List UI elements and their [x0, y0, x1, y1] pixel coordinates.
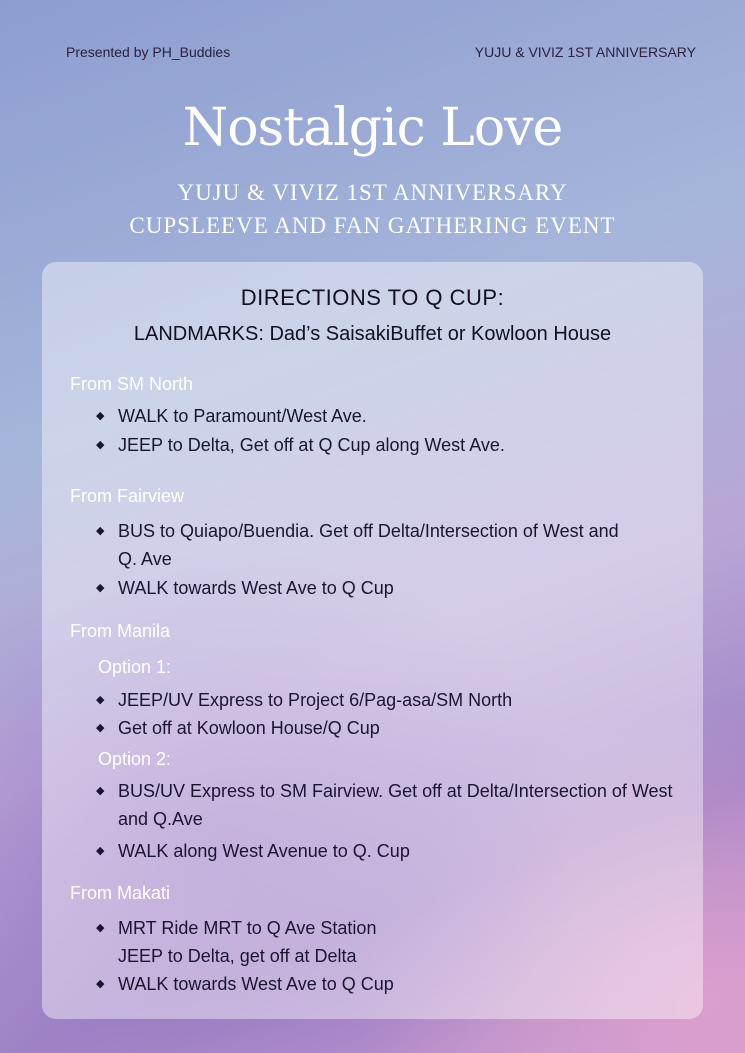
landmarks-text: LANDMARKS: Dad’s SaisakiBuffet or Kowloon House	[133, 323, 612, 345]
list-item-text: WALK along West Avenue to Q. Cup	[118, 841, 410, 861]
directions-heading: DIRECTIONS TO Q CUP:	[240, 285, 505, 310]
diamond-bullet-icon: ◆	[96, 525, 105, 537]
diamond-bullet-icon: ◆	[96, 845, 105, 857]
list-item-text: JEEP to Delta, Get off at Q Cup along West Ave.	[118, 435, 505, 455]
list-item-text: WALK to Paramount/West Ave.	[118, 406, 367, 426]
list-item	[96, 777, 676, 833]
manila-option1-label: Option 1:	[98, 657, 172, 677]
diamond-bullet-icon: ◆	[96, 410, 105, 422]
section-sm-north-label: From SM North	[70, 374, 194, 394]
list-item	[96, 686, 676, 714]
section-makati-label: From Makati	[70, 883, 171, 903]
list-item	[96, 914, 416, 970]
list-item-text: BUS to Quiapo/Buendia. Get off Delta/Intersection of West and Q. Ave	[118, 521, 619, 569]
section-manila-label: From Manila	[70, 621, 171, 641]
list-item	[96, 517, 636, 573]
manila-option2-label: Option 2:	[98, 749, 172, 769]
list-item	[96, 402, 676, 430]
list-item-text: MRT Ride MRT to Q Ave Station JEEP to Delta, get off at Delta	[118, 918, 377, 966]
presented-by-text: Presented by PH_Buddies	[66, 44, 231, 60]
list-item-text: Get off at Kowloon House/Q Cup	[118, 718, 380, 738]
event-subtitle-line2: CUPSLEEVE AND FAN GATHERING EVENT	[129, 213, 616, 238]
diamond-bullet-icon: ◆	[96, 722, 105, 734]
list-item-text: WALK towards West Ave to Q Cup	[118, 974, 394, 994]
list-item	[96, 431, 676, 459]
list-item-text: BUS/UV Express to SM Fairview. Get off at Delta/Intersection of West and Q.Ave	[118, 781, 673, 829]
list-item	[96, 574, 676, 602]
section-fairview-label: From Fairview	[70, 486, 185, 506]
anniversary-header-text: YUJU & VIVIZ 1ST ANNIVERSARY	[474, 44, 696, 60]
diamond-bullet-icon: ◆	[96, 582, 105, 594]
diamond-bullet-icon: ◆	[96, 694, 105, 706]
list-item-text: WALK towards West Ave to Q Cup	[118, 578, 394, 598]
diamond-bullet-icon: ◆	[96, 922, 105, 934]
list-item	[96, 837, 676, 865]
diamond-bullet-icon: ◆	[96, 785, 105, 797]
list-item	[96, 970, 676, 998]
event-title: Nostalgic Love	[182, 98, 563, 158]
diamond-bullet-icon: ◆	[96, 978, 105, 990]
event-subtitle-line1: YUJU & VIVIZ 1ST ANNIVERSARY	[177, 180, 568, 205]
list-item	[96, 714, 676, 742]
list-item-text: JEEP/UV Express to Project 6/Pag-asa/SM North	[118, 690, 513, 710]
diamond-bullet-icon: ◆	[96, 439, 105, 451]
